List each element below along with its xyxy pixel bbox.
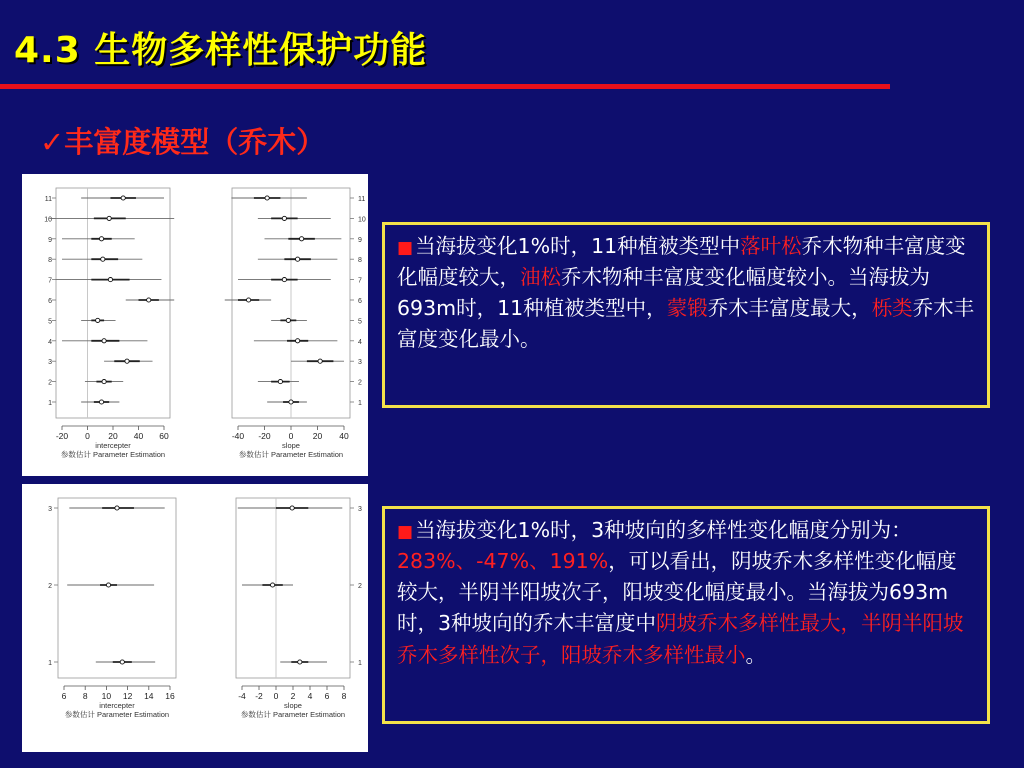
section-subtitle: ✓丰富度模型（乔木） [40,125,326,159]
x-tick-label: 16 [165,691,175,701]
estimate-point [247,298,251,302]
figure-vegetation-types [22,174,368,476]
x-tick-label: 40 [339,431,349,441]
box1-text-2: 乔木物种丰富度变化幅度较大， [397,234,966,290]
slide-title: 4.3 生物多样性保护功能 [14,30,428,71]
bullet-square-icon: ■ [397,522,414,542]
y-tick-label: 1 [358,660,362,667]
x-tick-label: 0 [85,431,90,441]
estimate-point [101,257,105,261]
estimate-point [296,339,300,343]
y-tick-label: 9 [358,236,362,244]
estimate-point [96,318,100,322]
estimate-point [282,216,286,220]
x-tick-label: 20 [108,431,118,441]
estimate-point [282,278,286,282]
y-tick-label: 8 [48,257,52,265]
y-tick-label: 11 [358,196,366,203]
y-tick-label: 1 [48,400,52,407]
box2-highlight-1: 283%、-47%、191% [397,549,609,574]
description-box-aspects [382,506,990,724]
x-tick-label: 10 [101,691,112,701]
estimate-point [102,380,106,384]
estimate-point [147,298,151,302]
x-tick-label: 20 [312,431,323,441]
x-axis-label: intercepter [95,441,131,450]
estimate-point [121,196,125,200]
box1-highlight-4: 栎类 [871,296,913,321]
estimate-point [99,237,103,241]
estimate-point [102,339,106,343]
y-tick-label: 10 [44,216,52,224]
box2-text-3: 。 [745,642,766,667]
x-axis-label: slope [282,441,300,450]
x-tick-label: 12 [122,691,133,701]
estimate-point [108,278,112,282]
plot-frame [58,498,176,678]
estimate-point [115,506,119,510]
slope-forest-plot [236,498,362,719]
box1-highlight-1: 落叶松 [740,234,802,258]
box1-highlight-2: 油松 [520,265,561,290]
x-tick-label: 0 [288,431,294,441]
x-tick-label: 0 [273,691,279,701]
box1-text-1: 当海拔变化1%时，11种植被类型中 [415,234,741,258]
y-tick-label: 2 [358,379,362,387]
box2-highlight-2: 阴坡乔木多样性最大，半阴半阳坡乔木多样性次子，阳坡乔木多样性最小 [397,611,964,667]
estimate-point [278,380,282,384]
estimate-point [289,400,293,404]
y-tick-label: 6 [48,298,52,305]
y-tick-label: 7 [48,277,52,285]
y-tick-label: 2 [358,583,362,590]
y-tick-label: 4 [358,338,362,346]
plot-frame [236,498,350,678]
x-tick-label: -2 [255,691,263,701]
estimate-point [290,506,294,510]
estimate-point [99,400,103,404]
bullet-square-icon: ■ [397,238,414,258]
y-tick-label: 2 [48,379,52,387]
chart-caption: 参数估计 Parameter Estimation [240,710,346,719]
estimate-point [265,196,269,200]
x-tick-label: 8 [82,691,88,701]
y-tick-label: 5 [358,318,362,326]
y-tick-label: 1 [358,400,362,407]
y-tick-label: 2 [48,583,52,590]
x-axis-label: intercepter [99,701,135,710]
description-box-vegetation [382,222,990,408]
y-tick-label: 1 [48,660,52,667]
box2-text-1: 当海拔变化1%时，3种坡向的多样性变化幅度分别为： [415,518,912,542]
plot-frame [56,188,170,418]
estimate-point [296,257,300,261]
y-tick-label: 8 [358,257,362,265]
figure-slope-aspects [22,484,368,752]
estimate-point [107,216,111,220]
x-axis-label: slope [284,701,302,710]
estimate-point [271,583,275,587]
x-tick-label: 14 [144,691,154,701]
estimate-point [286,318,290,322]
forest-plot-vegetation [22,174,368,476]
x-tick-label: 8 [341,691,347,701]
forest-plot-aspects [22,484,368,752]
box1-text-4: 乔木丰富度最大， [707,296,872,321]
chart-caption: 参数估计 Parameter Estimation [64,710,170,719]
x-tick-label: -20 [55,431,69,441]
x-tick-label: 60 [159,431,169,441]
y-tick-label: 3 [48,359,52,367]
estimate-point [106,583,110,587]
box2-text-2: ，可以看出，阴坡乔木多样性变化幅度较大，半阴半阳坡次子，阳坡变化幅度最小。当海拔为693m时，3种坡向的乔木丰富度中 [397,549,957,636]
estimate-point [298,660,302,664]
y-tick-label: 5 [48,318,52,326]
estimate-point [125,359,129,363]
box1-text-3: 乔木物种丰富度变化幅度较小。当海拔为693m时，11种植被类型中， [397,265,930,321]
x-tick-label: 6 [61,691,67,701]
x-tick-label: -20 [258,431,271,441]
x-tick-label: 6 [324,691,330,701]
chart-caption: 参数估计 Parameter Estimation [60,450,166,459]
estimate-point [120,660,124,664]
y-tick-label: 3 [358,506,362,513]
title-underline [0,84,890,89]
box1-text-5: 乔木丰富度变化最小。 [397,296,975,352]
y-tick-label: 10 [358,216,366,224]
y-tick-label: 3 [358,359,362,367]
x-tick-label: 40 [133,431,144,441]
box1-highlight-3: 蒙锻 [666,296,708,321]
x-tick-label: 4 [307,691,313,701]
y-tick-label: 3 [48,506,52,513]
x-tick-label: -40 [231,431,245,441]
x-tick-label: -4 [238,691,246,701]
y-tick-label: 9 [48,236,52,244]
slope-forest-plot [225,188,366,459]
estimate-point [318,359,322,363]
y-tick-label: 7 [358,277,362,285]
intercept-forest-plot [48,498,176,719]
x-tick-label: 2 [290,691,296,701]
y-tick-label: 6 [358,298,362,305]
y-tick-label: 11 [44,196,52,203]
estimate-point [300,237,304,241]
y-tick-label: 4 [48,338,52,346]
chart-caption: 参数估计 Parameter Estimation [238,450,344,459]
intercept-forest-plot [44,188,174,459]
